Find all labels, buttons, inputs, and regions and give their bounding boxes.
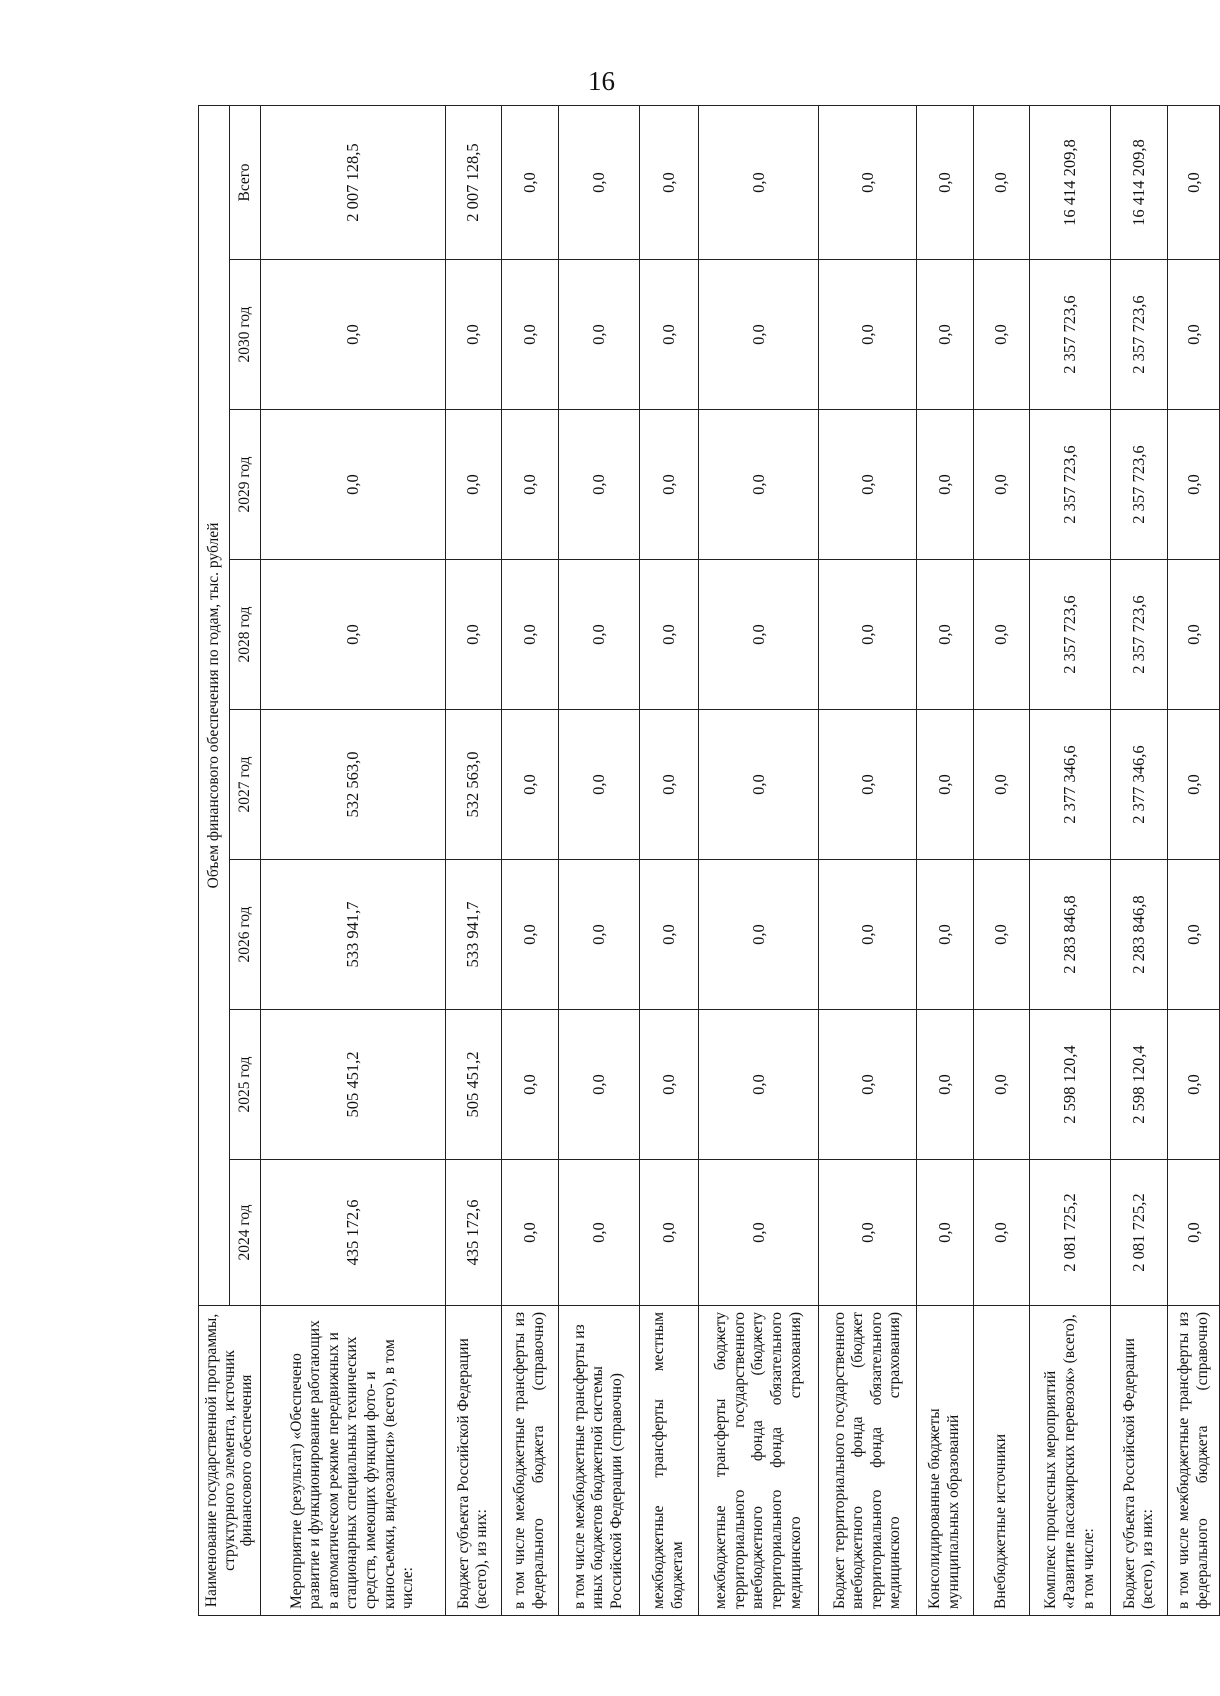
value-cell: 2 377 346,6 (1030, 710, 1111, 860)
row-name: в том числе межбюджетные трансферты из федерального бюджета (справочно) (1168, 1306, 1220, 1616)
header-year: 2029 год (230, 410, 261, 560)
value-cell: 0,0 (819, 860, 917, 1010)
value-cell: 0,0 (1168, 860, 1220, 1010)
rotated-table-frame (198, 106, 1220, 1616)
value-cell: 2 081 725,2 (1030, 1160, 1111, 1306)
table-row (917, 106, 974, 1616)
value-cell: 0,0 (819, 1160, 917, 1306)
row-name: межбюджетные трансферты бюджету территориального государственного внебюджетного фонда (бюджету территориального фонда обязательного медицинского страхования) (698, 1306, 819, 1616)
value-cell: 0,0 (639, 710, 698, 860)
value-cell: 0,0 (698, 1160, 819, 1306)
value-cell: 2 598 120,4 (1030, 1010, 1111, 1160)
value-cell: 0,0 (502, 710, 559, 860)
total-cell: 0,0 (917, 106, 974, 260)
value-cell: 0,0 (639, 860, 698, 1010)
header-year: 2026 год (230, 860, 261, 1010)
row-name: Бюджет территориального государственного внебюджетного фонда (бюджет территориального фонда обязательного медицинского страхования) (819, 1306, 917, 1616)
value-cell: 0,0 (917, 260, 974, 410)
value-cell: 0,0 (973, 860, 1030, 1010)
row-name: в том числе межбюджетные трансферты из федерального бюджета (справочно) (502, 1306, 559, 1616)
total-cell: 0,0 (1168, 106, 1220, 260)
header-name-column: Наименование государственной программы, структурного элемента, источник финансового обеспечения (199, 1306, 261, 1616)
value-cell: 0,0 (973, 1160, 1030, 1306)
value-cell: 0,0 (445, 260, 502, 410)
table-row (698, 106, 819, 1616)
value-cell: 0,0 (1168, 260, 1220, 410)
table-row (1111, 106, 1168, 1616)
value-cell: 0,0 (819, 260, 917, 410)
value-cell: 0,0 (445, 560, 502, 710)
value-cell: 0,0 (639, 1160, 698, 1306)
value-cell: 435 172,6 (445, 1160, 502, 1306)
header-year: 2028 год (230, 560, 261, 710)
value-cell: 0,0 (973, 1010, 1030, 1160)
row-name: Бюджет субъекта Российской Федерации (всего), из них: (445, 1306, 502, 1616)
value-cell: 2 377 346,6 (1111, 710, 1168, 860)
value-cell: 0,0 (917, 1010, 974, 1160)
header-year: 2025 год (230, 1010, 261, 1160)
value-cell: 0,0 (502, 860, 559, 1010)
value-cell: 0,0 (1168, 710, 1220, 860)
value-cell: 2 081 725,2 (1111, 1160, 1168, 1306)
row-name: Бюджет субъекта Российской Федерации (всего), из них: (1111, 1306, 1168, 1616)
table-row (639, 106, 698, 1616)
table-row (973, 106, 1030, 1616)
value-cell: 2 357 723,6 (1111, 410, 1168, 560)
value-cell: 2 357 723,6 (1111, 260, 1168, 410)
value-cell: 0,0 (917, 560, 974, 710)
value-cell: 2 357 723,6 (1030, 260, 1111, 410)
value-cell: 0,0 (502, 1010, 559, 1160)
value-cell: 0,0 (502, 1160, 559, 1306)
value-cell: 0,0 (698, 410, 819, 560)
page-number: 16 (588, 66, 615, 96)
table-row (819, 106, 917, 1616)
row-name: межбюджетные трансферты местным бюджетам (639, 1306, 698, 1616)
value-cell: 0,0 (917, 410, 974, 560)
total-cell: 0,0 (698, 106, 819, 260)
value-cell: 533 941,7 (261, 860, 446, 1010)
value-cell: 0,0 (1168, 410, 1220, 560)
value-cell: 2 283 846,8 (1030, 860, 1111, 1010)
value-cell: 0,0 (558, 410, 639, 560)
value-cell: 0,0 (502, 260, 559, 410)
row-name: в том числе межбюджетные трансферты из иных бюджетов бюджетной системы Российской Федерации (справочно) (558, 1306, 639, 1616)
value-cell: 533 941,7 (445, 860, 502, 1010)
value-cell: 0,0 (819, 560, 917, 710)
total-cell: 2 007 128,5 (261, 106, 446, 260)
total-cell: 0,0 (502, 106, 559, 260)
value-cell: 532 563,0 (261, 710, 446, 860)
total-cell: 16 414 209,8 (1111, 106, 1168, 260)
value-cell: 0,0 (819, 710, 917, 860)
value-cell: 0,0 (973, 410, 1030, 560)
table-row (261, 106, 446, 1616)
table-row (502, 106, 559, 1616)
table-row (445, 106, 502, 1616)
header-year: 2030 год (230, 260, 261, 410)
row-name: Комплекс процессных мероприятий «Развитие пассажирских перевозок» (всего), в том числе: (1030, 1306, 1111, 1616)
value-cell: 0,0 (698, 1010, 819, 1160)
value-cell: 0,0 (445, 410, 502, 560)
value-cell: 0,0 (1168, 560, 1220, 710)
value-cell: 0,0 (502, 410, 559, 560)
value-cell: 0,0 (558, 1010, 639, 1160)
value-cell: 505 451,2 (445, 1010, 502, 1160)
value-cell: 2 598 120,4 (1111, 1010, 1168, 1160)
value-cell: 0,0 (639, 410, 698, 560)
value-cell: 0,0 (819, 1010, 917, 1160)
value-cell: 2 357 723,6 (1030, 410, 1111, 560)
value-cell: 0,0 (973, 710, 1030, 860)
value-cell: 0,0 (973, 260, 1030, 410)
header-financing-group: Объем финансового обеспечения по годам, тыс. рублей (199, 106, 230, 1306)
value-cell: 0,0 (558, 1160, 639, 1306)
value-cell: 0,0 (819, 410, 917, 560)
total-cell: 0,0 (819, 106, 917, 260)
value-cell: 0,0 (502, 560, 559, 710)
total-cell: 0,0 (558, 106, 639, 260)
value-cell: 0,0 (261, 260, 446, 410)
row-name: Консолидированные бюджеты муниципальных образований (917, 1306, 974, 1616)
table-row (1030, 106, 1111, 1616)
value-cell: 435 172,6 (261, 1160, 446, 1306)
value-cell: 2 357 723,6 (1030, 560, 1111, 710)
row-name: Мероприятие (результат) «Обеспечено развитие и функционирование работающих в автоматическом режиме передвижных и стационарных специальных технических средств, имеющих функции фото- и киносъемки, видеозаписи» (всего), в том числе: (261, 1306, 446, 1616)
value-cell: 2 283 846,8 (1111, 860, 1168, 1010)
value-cell: 2 357 723,6 (1111, 560, 1168, 710)
value-cell: 0,0 (917, 1160, 974, 1306)
value-cell: 0,0 (917, 710, 974, 860)
header-total: Всего (230, 106, 261, 260)
value-cell: 0,0 (1168, 1160, 1220, 1306)
value-cell: 0,0 (261, 410, 446, 560)
value-cell: 0,0 (558, 710, 639, 860)
table-row (1168, 106, 1220, 1616)
value-cell: 0,0 (639, 1010, 698, 1160)
row-name: Внебюджетные источники (973, 1306, 1030, 1616)
value-cell: 0,0 (698, 710, 819, 860)
value-cell: 0,0 (917, 860, 974, 1010)
value-cell: 532 563,0 (445, 710, 502, 860)
total-cell: 2 007 128,5 (445, 106, 502, 260)
total-cell: 0,0 (973, 106, 1030, 260)
value-cell: 0,0 (973, 560, 1030, 710)
value-cell: 0,0 (698, 260, 819, 410)
header-year: 2024 год (230, 1160, 261, 1306)
table-row (558, 106, 639, 1616)
financing-table (198, 105, 1220, 1616)
value-cell: 0,0 (1168, 1010, 1220, 1160)
value-cell: 0,0 (261, 560, 446, 710)
value-cell: 505 451,2 (261, 1010, 446, 1160)
value-cell: 0,0 (558, 860, 639, 1010)
value-cell: 0,0 (698, 560, 819, 710)
value-cell: 0,0 (639, 260, 698, 410)
total-cell: 16 414 209,8 (1030, 106, 1111, 260)
value-cell: 0,0 (558, 560, 639, 710)
total-cell: 0,0 (639, 106, 698, 260)
value-cell: 0,0 (698, 860, 819, 1010)
value-cell: 0,0 (639, 560, 698, 710)
value-cell: 0,0 (558, 260, 639, 410)
header-year: 2027 год (230, 710, 261, 860)
